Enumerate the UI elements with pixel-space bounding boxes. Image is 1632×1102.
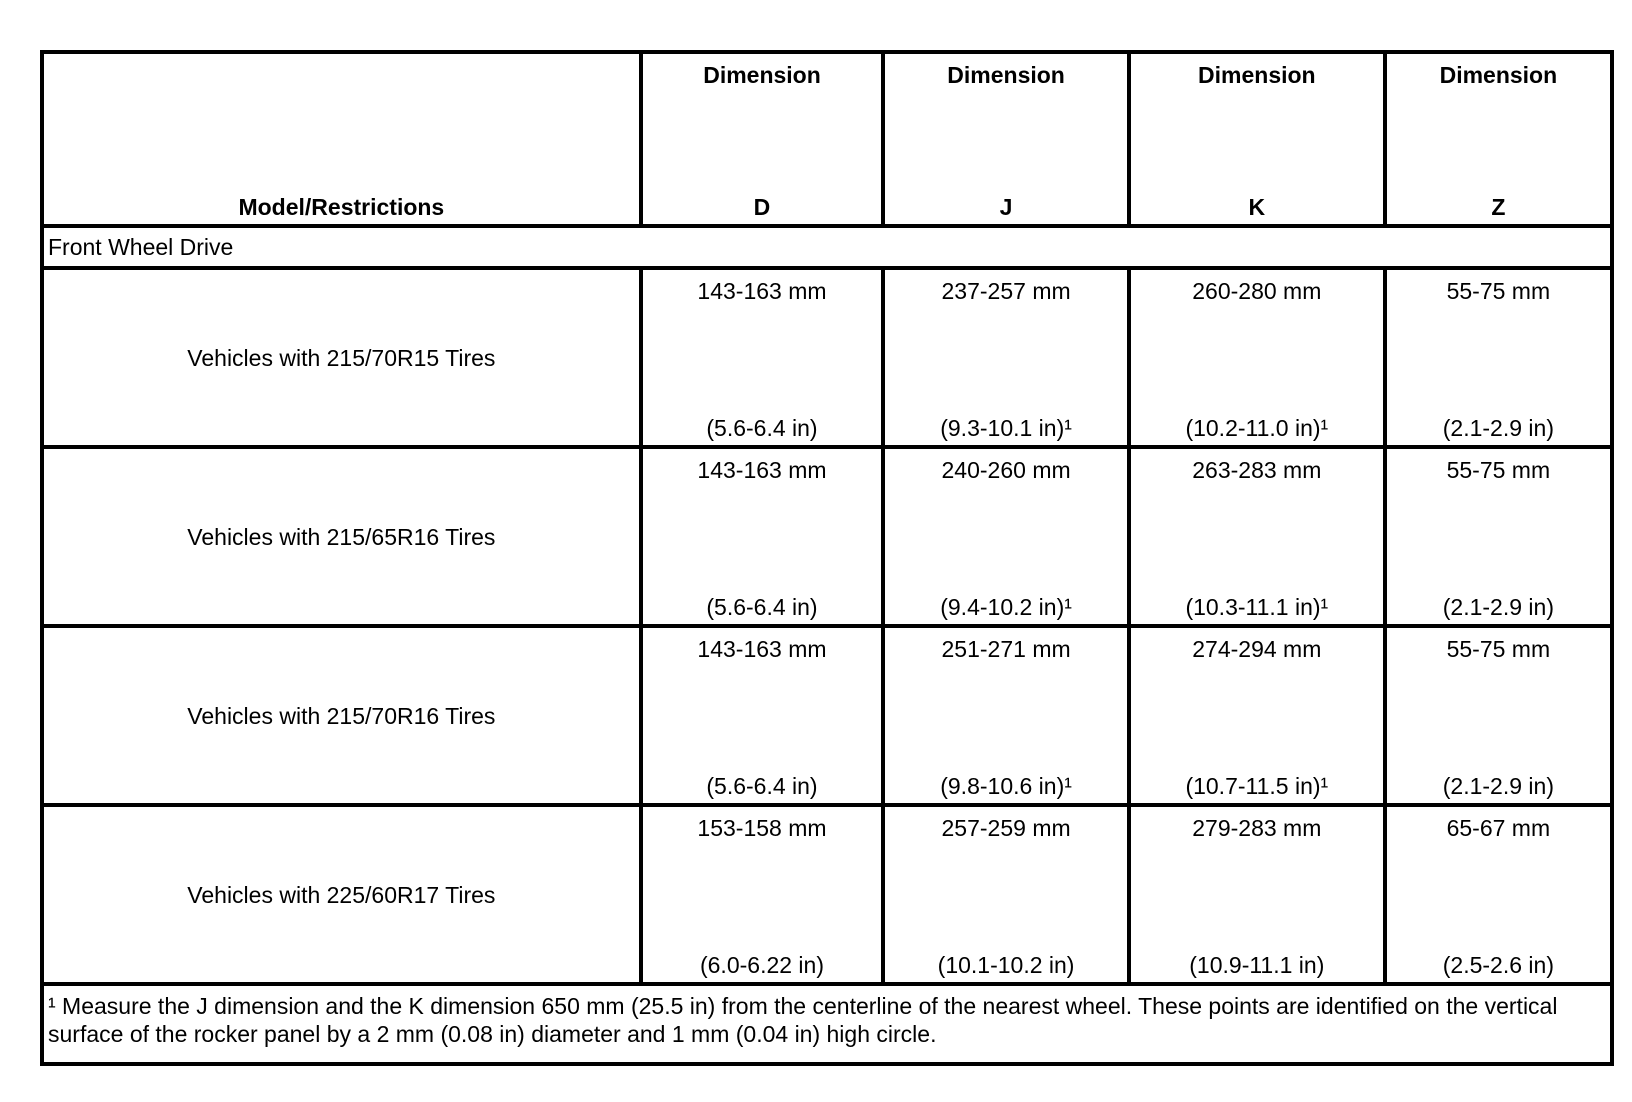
- section-label: Front Wheel Drive: [42, 226, 1612, 268]
- model-cell: [42, 805, 641, 984]
- value-cell: [883, 805, 1129, 984]
- value-cell: [641, 447, 884, 626]
- value-inch: (2.1-2.9 in): [1442, 415, 1554, 441]
- value-inch: (2.5-2.6 in): [1442, 952, 1554, 978]
- value-inch: (10.3-11.1 in)¹: [1185, 594, 1329, 620]
- header-model-label: Model/Restrictions: [238, 194, 445, 220]
- value-inch: (10.9-11.1 in): [1189, 952, 1325, 978]
- value-cell: [1385, 268, 1612, 447]
- value-inch: (9.3-10.1 in)¹: [940, 415, 1072, 441]
- model-label: Vehicles with 215/70R16 Tires: [187, 702, 496, 729]
- value-mm: 263-283 mm: [1192, 457, 1322, 483]
- footnote-text: ¹ Measure the J dimension and the K dimension 650 mm (25.5 in) from the centerline of the nearest wheel. These points are identified on the vertical surface of the rocker panel by a 2 mm (0.08 in) diameter and 1 mm (0.04 in) high circle.: [42, 984, 1612, 1064]
- value-cell: [641, 805, 884, 984]
- header-dimension-letter: Z: [1491, 194, 1506, 220]
- value-mm: 274-294 mm: [1192, 636, 1322, 662]
- header-dimension-d-cell: [641, 52, 884, 226]
- value-mm: 55-75 mm: [1446, 278, 1551, 304]
- value-mm: 257-259 mm: [941, 815, 1071, 841]
- model-cell: [42, 268, 641, 447]
- header-dimension-z-cell: [1385, 52, 1612, 226]
- value-mm: 55-75 mm: [1446, 636, 1551, 662]
- value-mm: 237-257 mm: [941, 278, 1071, 304]
- header-dimension-letter: D: [753, 194, 771, 220]
- header-dimension-letter: J: [999, 194, 1013, 220]
- value-cell: [1385, 447, 1612, 626]
- value-inch: (2.1-2.9 in): [1442, 773, 1554, 799]
- trim-height-spec-table: [40, 50, 1614, 1066]
- value-cell: [641, 626, 884, 805]
- header-dimension-word: Dimension: [1439, 62, 1558, 88]
- value-inch: (10.7-11.5 in)¹: [1185, 773, 1329, 799]
- value-mm: 55-75 mm: [1446, 457, 1551, 483]
- table-row: [42, 447, 1612, 626]
- header-dimension-j-cell: [883, 52, 1129, 226]
- value-mm: 65-67 mm: [1446, 815, 1551, 841]
- header-dimension-letter: K: [1248, 194, 1266, 220]
- section-row: [42, 226, 1612, 268]
- value-mm: 143-163 mm: [697, 278, 827, 304]
- model-label: Vehicles with 215/65R16 Tires: [187, 523, 496, 550]
- value-mm: 143-163 mm: [697, 636, 827, 662]
- header-model-cell: [42, 52, 641, 226]
- model-label: Vehicles with 215/70R15 Tires: [187, 344, 496, 371]
- value-cell: [1129, 447, 1385, 626]
- value-cell: [883, 268, 1129, 447]
- value-cell: [641, 268, 884, 447]
- header-dimension-k-cell: [1129, 52, 1385, 226]
- model-label: Vehicles with 225/60R17 Tires: [187, 881, 496, 908]
- value-mm: 251-271 mm: [941, 636, 1071, 662]
- value-cell: [1385, 805, 1612, 984]
- value-cell: [883, 447, 1129, 626]
- table-row: [42, 268, 1612, 447]
- header-dimension-word: Dimension: [1198, 62, 1316, 88]
- value-inch: (5.6-6.4 in): [706, 773, 818, 799]
- value-cell: [1129, 268, 1385, 447]
- value-mm: 279-283 mm: [1192, 815, 1322, 841]
- value-cell: [1129, 805, 1385, 984]
- header-dimension-word: Dimension: [947, 62, 1065, 88]
- value-cell: [883, 626, 1129, 805]
- value-inch: (10.1-10.2 in): [937, 952, 1075, 978]
- model-cell: [42, 626, 641, 805]
- header-dimension-word: Dimension: [703, 62, 821, 88]
- table-row: [42, 626, 1612, 805]
- table-row: [42, 805, 1612, 984]
- table-header-row: [42, 52, 1612, 226]
- value-inch: (5.6-6.4 in): [706, 594, 818, 620]
- value-cell: [1129, 626, 1385, 805]
- value-inch: (6.0-6.22 in): [699, 952, 824, 978]
- value-inch: (9.8-10.6 in)¹: [940, 773, 1072, 799]
- value-inch: (9.4-10.2 in)¹: [940, 594, 1072, 620]
- value-cell: [1385, 626, 1612, 805]
- value-mm: 240-260 mm: [941, 457, 1071, 483]
- value-inch: (2.1-2.9 in): [1442, 594, 1554, 620]
- value-inch: (10.2-11.0 in)¹: [1185, 415, 1329, 441]
- value-inch: (5.6-6.4 in): [706, 415, 818, 441]
- value-mm: 153-158 mm: [697, 815, 827, 841]
- footnote-row: [42, 984, 1612, 1064]
- model-cell: [42, 447, 641, 626]
- value-mm: 143-163 mm: [697, 457, 827, 483]
- value-mm: 260-280 mm: [1192, 278, 1322, 304]
